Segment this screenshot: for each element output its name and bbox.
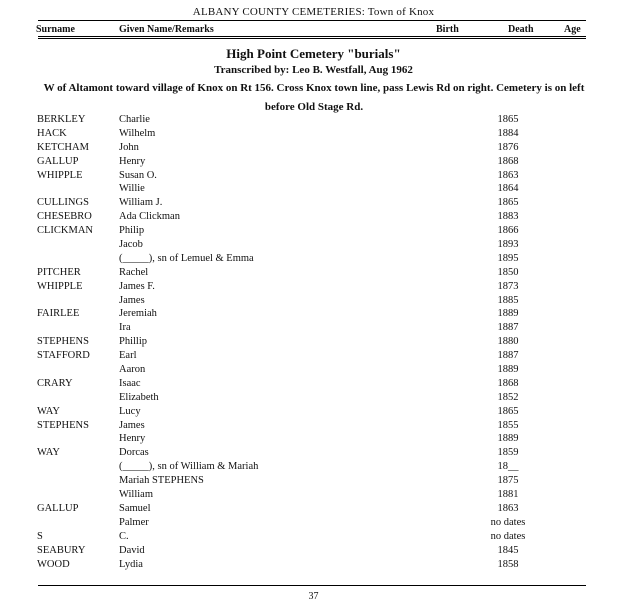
surname-cell: GALLUP <box>37 502 79 514</box>
surname-cell: WAY <box>37 405 60 417</box>
burial-row <box>0 405 627 419</box>
burial-row <box>0 363 627 377</box>
given-name-cell: Elizabeth <box>119 391 159 403</box>
given-name-cell: David <box>119 544 145 556</box>
death-year-cell: 18__ <box>497 461 519 473</box>
burial-row <box>0 266 627 280</box>
column-header-rule-2 <box>38 38 586 39</box>
burial-row <box>0 335 627 349</box>
burial-row <box>0 446 627 460</box>
death-year-cell: 1876 <box>497 141 519 153</box>
death-year-cell: 1889 <box>497 433 519 445</box>
death-year-cell: 1865 <box>497 405 519 417</box>
running-header: ALBANY COUNTY CEMETERIES: Town of Knox <box>192 6 435 18</box>
given-name-cell: William J. <box>119 197 163 209</box>
given-name-cell: Willie <box>119 183 145 195</box>
surname-cell: STEPHENS <box>37 336 89 348</box>
surname-cell: CULLINGS <box>37 197 89 209</box>
column-header-given-name: Given Name/Remarks <box>119 24 214 35</box>
death-year-cell: 1880 <box>497 336 519 348</box>
footer-rule <box>38 585 586 586</box>
given-name-cell: Palmer <box>119 516 149 528</box>
given-name-cell: Rachel <box>119 266 149 278</box>
given-name-cell: Henry <box>119 433 146 445</box>
surname-cell: CLICKMAN <box>37 225 94 237</box>
death-year-cell: 1893 <box>497 239 519 251</box>
given-name-cell: Charlie <box>119 114 150 125</box>
burial-row <box>0 196 627 210</box>
death-year-cell: 1887 <box>497 322 519 334</box>
burial-row <box>0 169 627 183</box>
burial-row <box>0 141 627 155</box>
burial-row <box>0 377 627 391</box>
death-year-cell: 1865 <box>497 197 519 209</box>
column-header-death: Death <box>508 24 534 35</box>
surname-cell: S <box>37 530 43 542</box>
death-year-cell: 1887 <box>497 350 519 362</box>
burial-row <box>0 238 627 252</box>
burial-row <box>0 280 627 294</box>
given-name-cell: Mariah STEPHENS <box>119 475 204 487</box>
death-year-cell: 1852 <box>497 391 519 403</box>
surname-cell: WOOD <box>37 558 70 570</box>
burial-row <box>0 516 627 530</box>
given-name-cell: (_____), sn of Lemuel & Emma <box>119 252 254 264</box>
column-header-birth: Birth <box>436 24 459 35</box>
burial-row <box>0 252 627 266</box>
burial-row <box>0 182 627 196</box>
death-year-cell: 1866 <box>497 225 519 237</box>
column-header-surname: Surname <box>36 24 75 35</box>
burial-row <box>0 349 627 363</box>
given-name-cell: James <box>119 419 145 431</box>
page-number: 37 <box>308 591 319 602</box>
given-name-cell: James F. <box>119 280 155 292</box>
given-name-cell: Jeremiah <box>119 308 157 320</box>
given-name-cell: C. <box>119 530 129 542</box>
burial-row <box>0 474 627 488</box>
burial-row <box>0 113 627 127</box>
burial-row <box>0 502 627 516</box>
death-year-cell: 1883 <box>497 211 519 223</box>
death-year-cell: no dates <box>490 516 526 528</box>
burial-row <box>0 530 627 544</box>
death-year-cell: 1889 <box>497 308 519 320</box>
death-year-cell: 1864 <box>497 183 519 195</box>
surname-cell: GALLUP <box>37 155 79 167</box>
surname-cell: WHIPPLE <box>37 169 83 181</box>
death-year-cell: 1858 <box>497 558 519 570</box>
burial-list <box>0 113 627 571</box>
surname-cell: BERKLEY <box>37 114 86 125</box>
given-name-cell: Wilhelm <box>119 127 156 139</box>
burial-row <box>0 224 627 238</box>
death-year-cell: 1868 <box>497 377 519 389</box>
surname-cell: WHIPPLE <box>37 280 83 292</box>
given-name-cell: Philip <box>119 225 145 237</box>
death-year-cell: 1885 <box>497 294 519 306</box>
given-name-cell: Lydia <box>119 558 143 570</box>
death-year-cell: 1850 <box>497 266 519 278</box>
surname-cell: KETCHAM <box>37 141 89 153</box>
given-name-cell: Ira <box>119 322 131 334</box>
burial-row <box>0 419 627 433</box>
death-year-cell: 1895 <box>497 252 519 264</box>
column-header-age: Age <box>564 24 581 35</box>
given-name-cell: Jacob <box>119 239 143 251</box>
given-name-cell: Earl <box>119 350 137 362</box>
cemetery-title: High Point Cemetery "burials" <box>226 46 401 61</box>
burial-row <box>0 544 627 558</box>
given-name-cell: Dorcas <box>119 447 149 459</box>
death-year-cell: 1859 <box>497 447 519 459</box>
header-rule <box>38 20 586 21</box>
death-year-cell: 1855 <box>497 419 519 431</box>
burial-row <box>0 391 627 405</box>
burial-row <box>0 558 627 572</box>
burial-row <box>0 210 627 224</box>
death-year-cell: 1873 <box>497 280 519 292</box>
burial-row <box>0 488 627 502</box>
death-year-cell: 1884 <box>497 127 519 139</box>
death-year-cell: no dates <box>490 530 526 542</box>
given-name-cell: Ada Clickman <box>119 211 180 223</box>
burial-row <box>0 460 627 474</box>
surname-cell: STEPHENS <box>37 419 89 431</box>
death-year-cell: 1868 <box>497 155 519 167</box>
column-header-rule <box>38 36 586 37</box>
given-name-cell: (_____), sn of William & Mariah <box>119 461 259 473</box>
given-name-cell: Aaron <box>119 364 146 376</box>
death-year-cell: 1863 <box>497 169 519 181</box>
given-name-cell: Samuel <box>119 502 151 514</box>
surname-cell: WAY <box>37 447 60 459</box>
surname-cell: PITCHER <box>37 266 81 278</box>
given-name-cell: Susan O. <box>119 169 157 181</box>
surname-cell: CHESEBRO <box>37 211 92 223</box>
death-year-cell: 1863 <box>497 502 519 514</box>
death-year-cell: 1845 <box>497 544 519 556</box>
surname-cell: STAFFORD <box>37 350 90 362</box>
death-year-cell: 1865 <box>497 114 519 125</box>
surname-cell: SEABURY <box>37 544 86 556</box>
burial-row <box>0 432 627 446</box>
cemetery-directions: W of Altamont toward village of Knox on Rt 156. Cross Knox town line, pass Lewis Rd on right. Cemetery is on left before Old Stage Rd. <box>43 82 585 113</box>
death-year-cell: 1889 <box>497 364 519 376</box>
given-name-cell: John <box>119 141 139 153</box>
burial-row <box>0 155 627 169</box>
death-year-cell: 1875 <box>497 475 519 487</box>
given-name-cell: James <box>119 294 145 306</box>
surname-cell: HACK <box>37 127 67 139</box>
surname-cell: FAIRLEE <box>37 308 80 320</box>
burial-row <box>0 321 627 335</box>
given-name-cell: Henry <box>119 155 146 167</box>
burial-row <box>0 294 627 308</box>
burial-row <box>0 307 627 321</box>
given-name-cell: Isaac <box>119 377 141 389</box>
death-year-cell: 1881 <box>497 489 519 501</box>
given-name-cell: William <box>119 489 153 501</box>
surname-cell: CRARY <box>37 377 73 389</box>
given-name-cell: Phillip <box>119 336 148 348</box>
transcriber-credit: Transcribed by: Leo B. Westfall, Aug 1962 <box>214 64 413 76</box>
given-name-cell: Lucy <box>119 405 141 417</box>
burial-row <box>0 127 627 141</box>
